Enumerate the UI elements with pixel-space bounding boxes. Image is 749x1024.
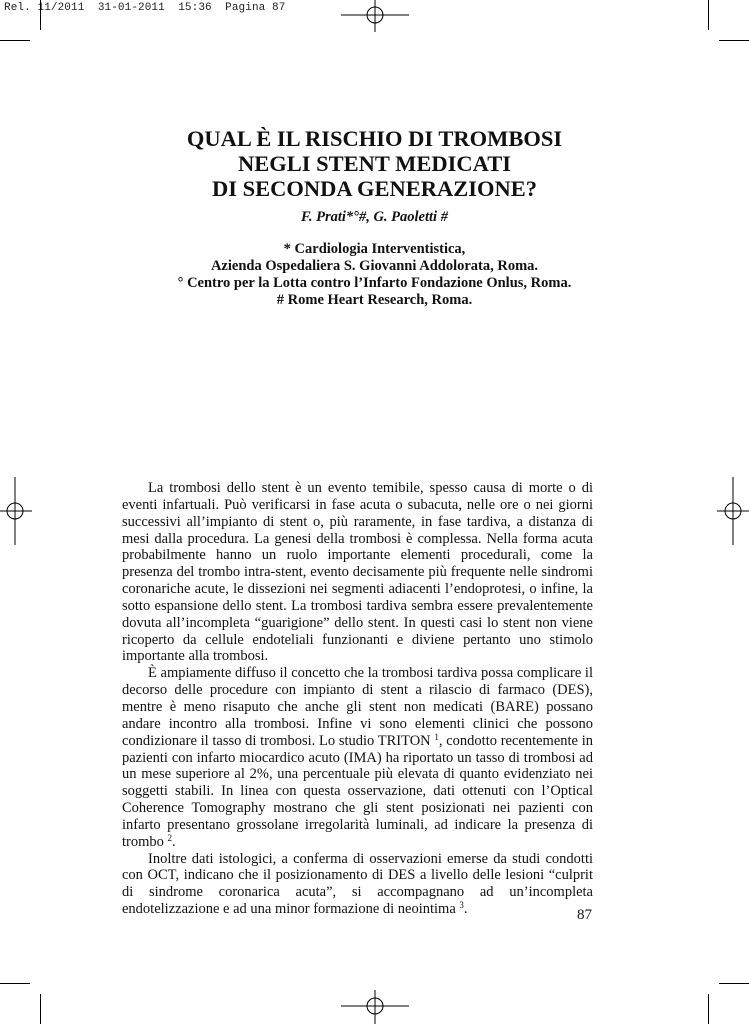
paragraph-text: . — [463, 901, 468, 918]
paragraph-text: È ampiamente diffuso il concetto che la trombosi tardiva possa complicare il decorso delle procedure con impianto di stent a rilascio di farmaco (DES), mentre è meno risaputo che anche gli stent non medicati (BARE) possano andare incontro alla trombosi. Infine vi sono elementi clinici che possono condizionare il tasso di trombosi. Lo studio TRITON — [122, 665, 593, 749]
paragraph-text: Inoltre dati istologici, a conferma di osservazioni emerse da studi condotti con OCT, indicano che il posizionamento di DES a livello delle lesioni “culprit di sindrome coronarica acuta”, si accompagnano ad un’incompleta endotelizzazione e ad una minor formazione di neointima — [122, 850, 593, 918]
affiliation-line: * Cardiologia Interventistica, — [283, 241, 466, 257]
paragraph-text: . — [172, 833, 176, 850]
citation-ref: 1 — [434, 731, 439, 742]
body-paragraph — [122, 480, 593, 665]
page-number: 87 — [577, 907, 592, 923]
title-line: NEGLI STENT MEDICATI — [238, 151, 511, 176]
registration-mark-top — [341, 0, 409, 32]
print-slug: Rel. 11/2011 31-01-2011 15:36 Pagina 87 — [4, 2, 286, 14]
body-paragraph — [122, 665, 593, 850]
registration-mark-bottom — [341, 990, 409, 1024]
registration-mark-right — [717, 477, 749, 545]
article-title — [100, 126, 649, 201]
affiliation-line: ° Centro per la Lotta contro l’Infarto Fondazione Onlus, Roma. — [177, 275, 572, 291]
paragraph-text: , condotto recentemente in pazienti con infarto miocardico acuto (IMA) ha riportato un tasso di trombosi ad un mese superiore al 2%, una percentuale più elevata di quanto evidenziato nei soggetti stabili. In linea con questa osservazione, dati ottenuti con l’Optical Coherence Tomography mostrano che gli stent posizionati nei pazienti con infarto presentano grossolane irregolarità luminali, ad indicare la presenza di trombo — [122, 732, 593, 850]
affiliation-line: # Rome Heart Research, Roma. — [276, 292, 473, 308]
article-body — [122, 480, 593, 918]
affiliation-line: Azienda Ospedaliera S. Giovanni Addolorata, Roma. — [210, 258, 539, 274]
title-line: QUAL È IL RISCHIO DI TROMBOSI — [186, 126, 563, 151]
affiliations — [100, 241, 649, 309]
body-paragraph — [122, 851, 593, 918]
paragraph-text: La trombosi dello stent è un evento temibile, spesso causa di morte o di eventi infartuali. Può verificarsi in fase acuta o subacuta, nelle ore o nei giorni successivi all’impianto di stent o, più raramente, in fase tardiva, a distanza di mesi dalla procedura. La genesi della trombosi è complessa. Nella forma acuta probabilmente hanno un ruolo importante elementi procedurali, come la presenza del trombo intra-stent, evento decisamente più frequente nelle sindromi coronariche acute, le dissezioni nei segmenti adiacenti l’endoprotesi, o infine, la sotto espansione dello stent. La trombosi tardiva sembra essere prevalentemente dovuta all’incompleta “guarigione” dello stent. In questi casi lo stent non viene ricoperto da cellule endoteliali funzionanti e diviene pertanto uno stimolo importante alla trombosi. — [122, 480, 593, 665]
author-list: F. Prati*°#, G. Paoletti # — [301, 209, 448, 225]
title-line: DI SECONDA GENERAZIONE? — [211, 176, 538, 201]
registration-mark-left — [0, 477, 32, 545]
citation-ref: 2 — [167, 832, 173, 843]
citation-ref: 3 — [459, 900, 464, 911]
